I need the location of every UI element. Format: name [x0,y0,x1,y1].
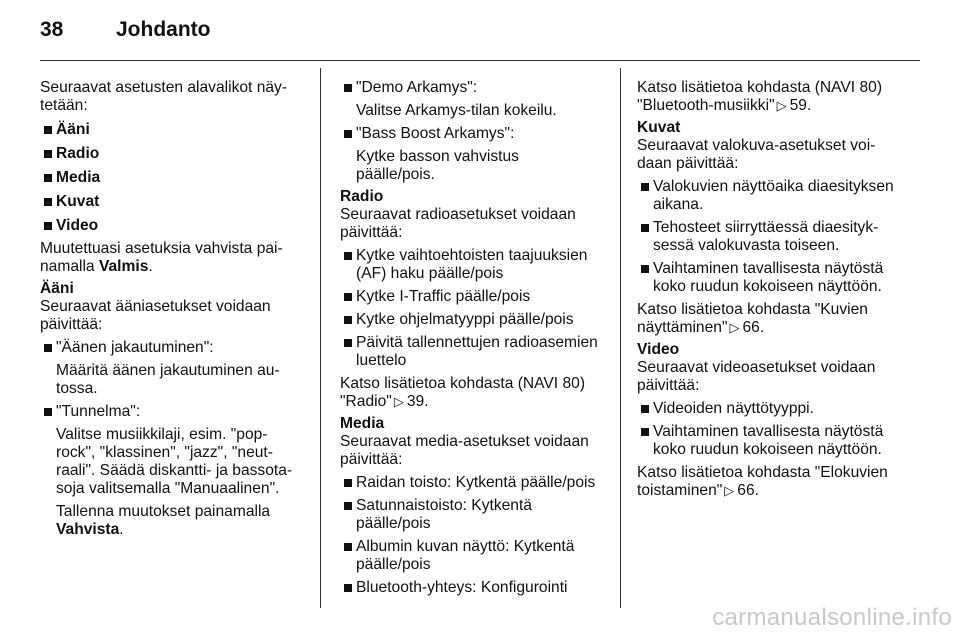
header-divider [40,60,920,61]
list-item: "Demo Arkamys": Valitse Arkamys-tilan kokeilu. [340,79,602,120]
section-heading-video: Video [637,341,680,358]
list-item: Tehosteet siirryttäessä diaesityk-sessä valokuvasta toiseen. [637,219,902,255]
section-heading-kuvat: Kuvat [637,119,681,136]
list-item: Kytke ohjelmatyyppi päälle/pois [340,311,602,329]
reference-arrow-icon: ▷ [393,394,404,409]
column-2 [340,79,602,597]
section-heading-media: Media [340,415,385,432]
reference-arrow-icon: ▷ [776,98,787,113]
bullet-icon [344,584,352,592]
column-divider [620,68,621,608]
list-item: "Bass Boost Arkamys": Kytke basson vahvistus päälle/pois. [340,125,602,184]
list-item: Vaihtaminen tavallisesta näytöstä koko ruudun kokoiseen näyttöön. [637,423,902,459]
cross-reference: Katso lisätietoa kohdasta (NAVI 80) "Radio" ▷ 39. [340,375,586,410]
list-item: Päivitä tallennettujen radioasemien luettelo [340,334,602,370]
bullet-icon [344,316,352,324]
watermark: carmanualsonline.info [712,604,952,631]
page-header [40,18,211,48]
list-item: Kytke I-Traffic päälle/pois [340,288,602,306]
list-item: Videoiden näyttötyyppi. [637,400,902,418]
list-item: Kytke vaihtoehtoisten taajuuksien (AF) haku päälle/pois [340,247,602,283]
bullet-icon [344,543,352,551]
reference-arrow-icon: ▷ [724,483,735,498]
bullet-icon [344,479,352,487]
page-number: 38 [40,18,64,41]
bullet-icon [344,130,352,138]
column-divider [320,68,321,608]
bullet-icon [44,222,52,230]
list-item: Video [40,217,302,235]
list-item: Vaihtaminen tavallisesta näytöstä koko ruudun kokoiseen näyttöön. [637,260,902,296]
bullet-icon [641,265,649,273]
list-item: Kuvat [40,193,302,211]
bullet-icon [44,150,52,158]
bullet-icon [44,126,52,134]
chapter-title: Johdanto [116,18,211,41]
confirm-instruction: Muutettuasi asetuksia vahvista pai-namalla Valmis. [40,240,283,275]
list-item: Albumin kuvan näyttö: Kytkentä päälle/pois [340,538,602,574]
list-item: Valokuvien näyttöaika diaesityksen aikana. [637,178,902,214]
section-heading-radio: Radio [340,188,384,205]
bullet-icon [344,293,352,301]
bullet-icon [44,198,52,206]
reference-arrow-icon: ▷ [729,320,740,335]
bullet-icon [44,344,52,352]
bullet-icon [344,252,352,260]
list-item: "Tunnelma": Valitse musiikkilaji, esim. "pop-rock", "klassinen", "jazz", "neut-raali". Säädä diskantti- ja bassota-soja valitsemalla "Manuaalinen". Tallenna muutokset painamalla Vahvista. [40,403,302,539]
cross-reference: Katso lisätietoa kohdasta "Kuvien näyttäminen" ▷ 66. [637,301,868,336]
list-item: Radio [40,145,302,163]
list-item: Media [40,169,302,187]
submenu-list [40,121,302,235]
bullet-icon [44,408,52,416]
bullet-icon [344,84,352,92]
section-intro: Seuraavat radioasetukset voidaan päivittää: [340,206,576,241]
list-item: "Äänen jakautuminen": Määritä äänen jakautuminen au-tossa. [40,339,302,398]
bullet-icon [44,174,52,182]
bullet-icon [344,339,352,347]
cross-reference: Katso lisätietoa kohdasta "Elokuvien toistaminen" ▷ 66. [637,464,888,499]
submenu-intro: Seuraavat asetusten alavalikot näy-tetään: [40,79,288,114]
section-intro: Seuraavat media-asetukset voidaan päivittää: [340,433,589,468]
bullet-icon [641,428,649,436]
section-heading-aani: Ääni [40,280,74,297]
list-item: Bluetooth-yhteys: Konfigurointi [340,579,602,597]
list-item: Raidan toisto: Kytkentä päälle/pois [340,474,602,492]
bullet-icon [641,183,649,191]
list-item: Satunnaistoisto: Kytkentä päälle/pois [340,497,602,533]
section-intro: Seuraavat videoasetukset voidaan päivittää: [637,359,876,394]
bullet-icon [641,405,649,413]
bullet-icon [344,502,352,510]
cross-reference: Katso lisätietoa kohdasta (NAVI 80) "Bluetooth-musiikki" ▷ 59. [637,79,883,114]
bullet-icon [641,224,649,232]
column-3 [637,79,902,500]
list-item: Ääni [40,121,302,139]
section-intro: Seuraavat valokuva-asetukset voi-daan päivittää: [637,137,876,172]
section-intro: Seuraavat ääniasetukset voidaan päivittää: [40,298,271,333]
column-1 [40,79,302,539]
